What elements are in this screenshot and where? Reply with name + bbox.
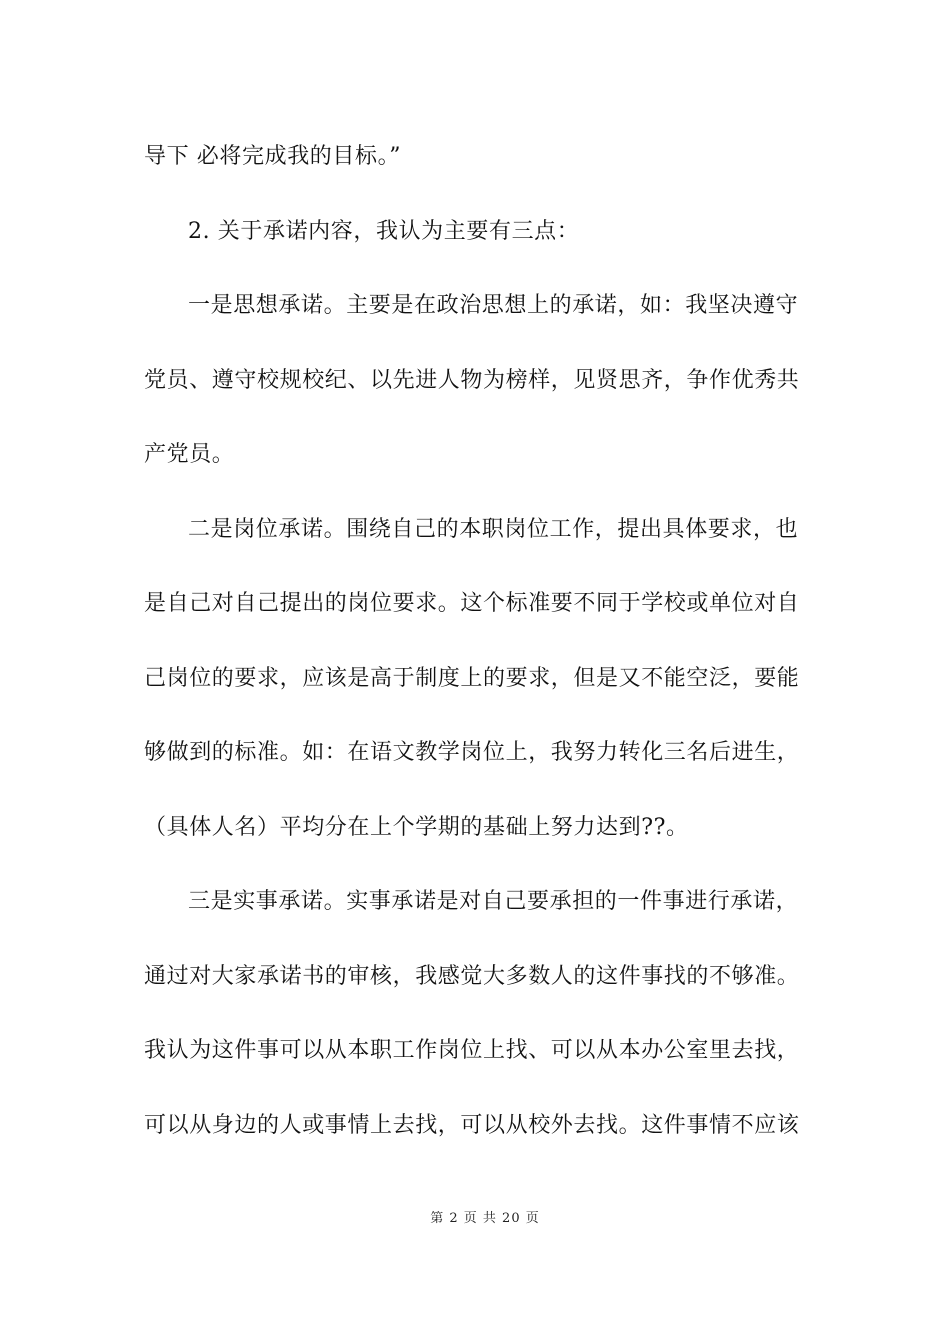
text-line: 产党员。 <box>144 442 235 467</box>
text-line: 我认为这件事可以从本职工作岗位上找、可以从本办公室里去找， <box>144 1038 800 1063</box>
text-line: 导下 必将完成我的目标。” <box>144 144 402 169</box>
text-line: （具体人名）平均分在上个学期的基础上努力达到??。 <box>144 815 689 840</box>
text-line: 2. 关于承诺内容，我认为主要有三点： <box>188 219 580 244</box>
page-number-footer: 第 2 页 共 20 页 <box>430 1211 540 1226</box>
text-line: 二是岗位承诺。围绕自己的本职岗位工作，提出具体要求，也 <box>188 517 799 542</box>
text-line: 可以从身边的人或事情上去找，可以从校外去找。这件事情不应该 <box>144 1113 800 1138</box>
text-line: 够做到的标准。如：在语文教学岗位上，我努力转化三名后进生， <box>144 740 800 765</box>
text-line: 是自己对自己提出的岗位要求。这个标准要不同于学校或单位对自 <box>144 591 800 616</box>
text-line: 一是思想承诺。主要是在政治思想上的承诺，如：我坚决遵守 <box>188 293 799 318</box>
text-line: 党员、遵守校规校纪、以先进人物为榜样，见贤思齐，争作优秀共 <box>144 368 800 393</box>
text-line: 通过对大家承诺书的审核，我感觉大多数人的这件事找的不够准。 <box>144 964 800 989</box>
text-line: 三是实事承诺。实事承诺是对自己要承担的一件事进行承诺， <box>188 889 799 914</box>
text-line: 己岗位的要求，应该是高于制度上的要求，但是又不能空泛，要能 <box>144 666 800 691</box>
